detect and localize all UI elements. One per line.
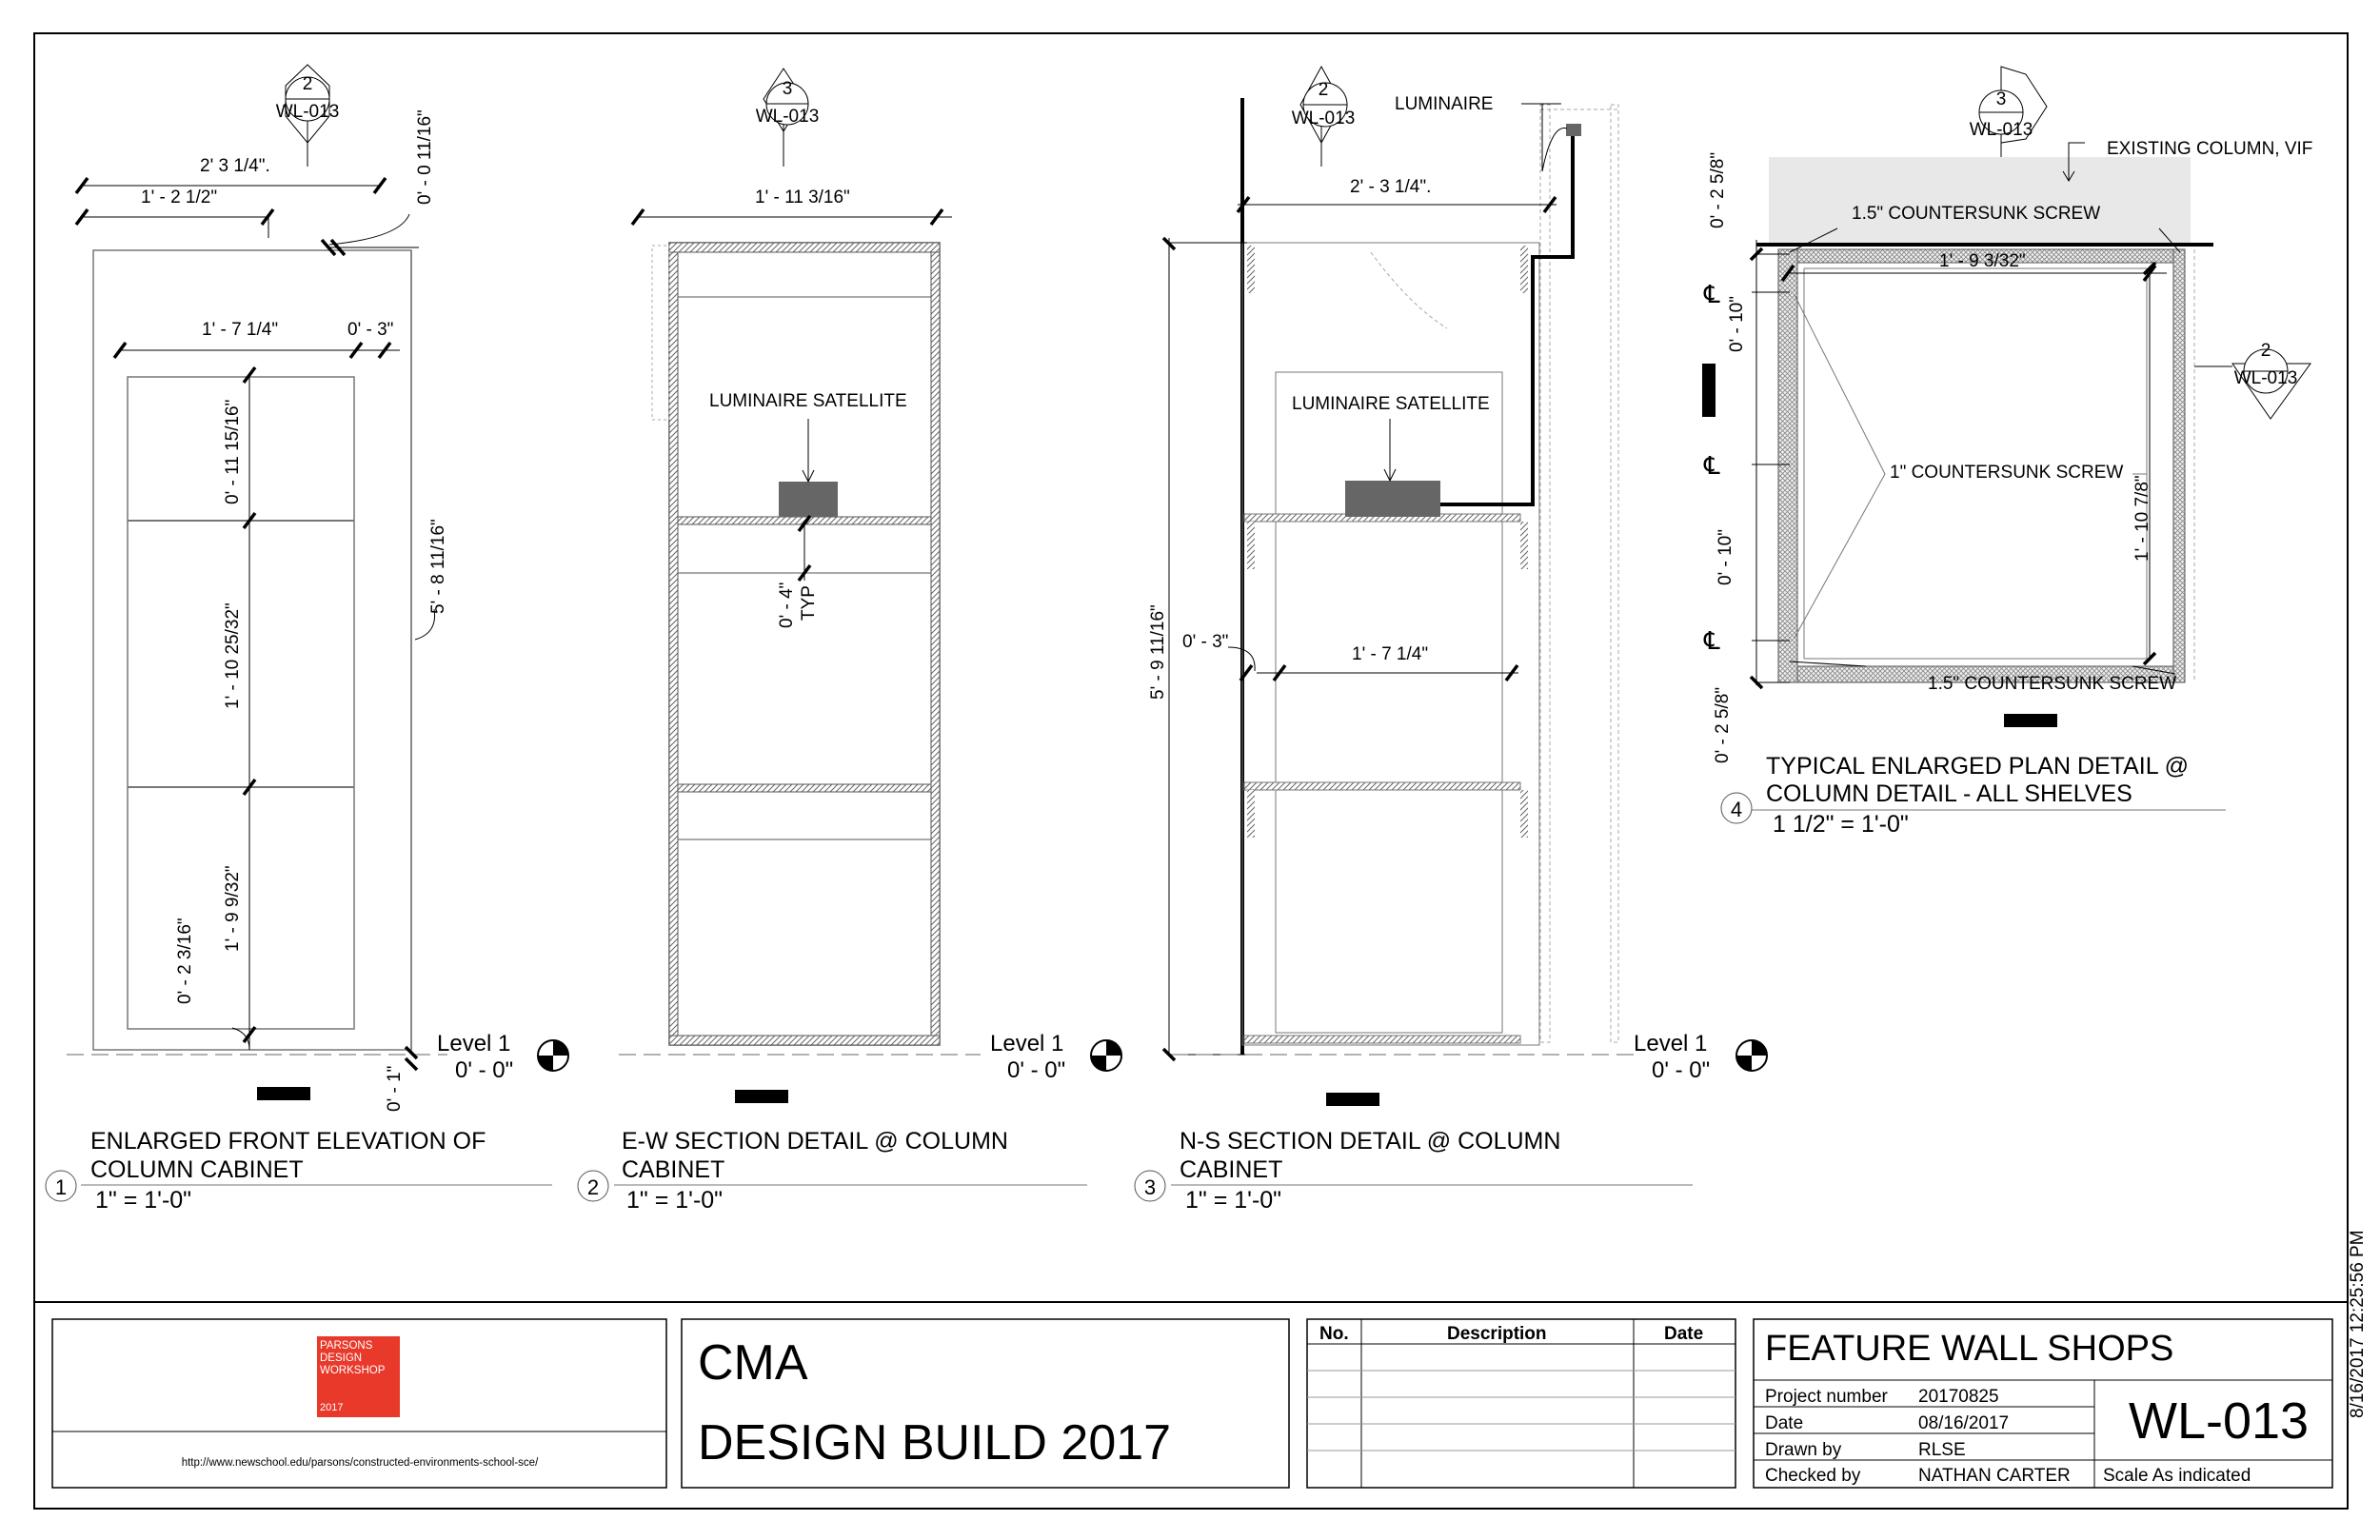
dim-v4-depth: 1' - 10 7/8" xyxy=(2132,475,2152,562)
view-1-number: 1 xyxy=(54,1175,68,1199)
level-1-name: Level 1 xyxy=(437,1031,511,1056)
centerline-symbol-3: ℄ xyxy=(1704,626,1720,655)
view-3-number: 3 xyxy=(1143,1175,1157,1199)
marker-5-sheet: WL-013 xyxy=(2233,368,2298,388)
dim-upper-shelf: 0' - 11 15/16" xyxy=(223,399,243,504)
dim-side-gap: 0' - 3" xyxy=(347,320,394,340)
logo-year: 2017 xyxy=(320,1402,344,1413)
centerline-symbol-1: ℄ xyxy=(1704,280,1720,308)
date-label: Date xyxy=(1765,1413,1804,1433)
dim-base-offset: 0' - 2 3/16" xyxy=(175,918,195,1004)
view-2-title-line2: CABINET xyxy=(622,1156,725,1183)
view-1-title-line2: COLUMN CABINET xyxy=(90,1156,304,1183)
dim-overall-height: 5' - 8 11/16" xyxy=(428,519,448,614)
luminaire-satellite-label-3: LUMINAIRE SATELLITE xyxy=(1292,394,1490,414)
screw-bottom-label: 1.5" COUNTERSUNK SCREW xyxy=(1928,674,2177,694)
revision-header-date: Date xyxy=(1664,1324,1704,1344)
level-marker-2 xyxy=(1091,1040,1121,1071)
revision-header-no: No. xyxy=(1319,1324,1349,1344)
print-timestamp: 8/16/2017 12:25:56 PM xyxy=(2348,1230,2368,1418)
marker-4-num: 3 xyxy=(1995,89,2007,109)
dim-overall-width: 2' 3 1/4". xyxy=(200,156,270,176)
drawn-by: RLSE xyxy=(1918,1440,1966,1460)
dim-lower-shelf: 1' - 9 9/32" xyxy=(223,865,243,952)
dim-v3-width: 2' - 3 1/4". xyxy=(1350,177,1432,197)
view-3-title-line1: N-S SECTION DETAIL @ COLUMN xyxy=(1180,1128,1561,1155)
dim-top-gap: 0' - 0 11/16" xyxy=(415,109,435,205)
checked-by: NATHAN CARTER xyxy=(1918,1466,2071,1486)
dim-v3-height: 5' - 9 11/16" xyxy=(1148,604,1168,700)
view-4-title-line2: COLUMN DETAIL - ALL SHELVES xyxy=(1766,780,2132,807)
level-2-elev: 0' - 0" xyxy=(1007,1057,1066,1083)
view-3-title-line2: CABINET xyxy=(1180,1156,1283,1183)
view-4-number: 4 xyxy=(1730,798,1743,821)
dim-v3-offset: 0' - 3" xyxy=(1182,632,1229,652)
screw-mid-label: 1" COUNTERSUNK SCREW xyxy=(1890,463,2124,483)
checked-by-label: Checked by xyxy=(1765,1466,1861,1486)
marker-2-num: 3 xyxy=(782,79,793,99)
view-4-title-line1: TYPICAL ENLARGED PLAN DETAIL @ xyxy=(1766,753,2190,780)
logo-line1: PARSONS xyxy=(320,1340,373,1352)
dim-v4-spacing2: 0' - 10" xyxy=(1716,529,1735,585)
dim-v2-typ: 0' - 4" xyxy=(777,582,797,628)
project-number: 20170825 xyxy=(1918,1387,1999,1407)
dim-v4-top-offset: 0' - 2 5/8" xyxy=(1708,151,1728,228)
dim-v4-width: 1' - 9 3/32" xyxy=(1939,251,2026,271)
level-marker-3 xyxy=(1736,1040,1767,1071)
logo-line3: WORKSHOP xyxy=(320,1365,386,1376)
project-name: CMA xyxy=(698,1335,808,1391)
dim-v4-bottom-offset: 0' - 2 5/8" xyxy=(1713,686,1733,763)
school-url[interactable]: http://www.newschool.edu/parsons/constructed-environments-school-sce/ xyxy=(181,1457,539,1469)
luminaire-label: LUMINAIRE xyxy=(1395,94,1494,114)
logo-line2: DESIGN xyxy=(320,1352,363,1364)
dim-inner-width: 1' - 7 1/4" xyxy=(202,320,279,340)
marker-3-sheet: WL-013 xyxy=(1291,109,1356,128)
scale-note: Scale As indicated xyxy=(2103,1466,2251,1486)
view-2-title-line1: E-W SECTION DETAIL @ COLUMN xyxy=(622,1128,1008,1155)
view-1-title-line1: ENLARGED FRONT ELEVATION OF xyxy=(90,1128,486,1155)
project-subtitle: DESIGN BUILD 2017 xyxy=(698,1415,1172,1471)
drawn-by-label: Drawn by xyxy=(1765,1440,1842,1460)
view-1-scale: 1" = 1'-0" xyxy=(95,1187,192,1214)
level-3-elev: 0' - 0" xyxy=(1652,1057,1711,1083)
view-2-scale: 1" = 1'-0" xyxy=(626,1187,724,1214)
dim-v3-inner: 1' - 7 1/4" xyxy=(1352,644,1429,664)
level-1-elev: 0' - 0" xyxy=(455,1057,514,1083)
view-1-front-elevation xyxy=(67,86,447,1100)
screw-top-label: 1.5" COUNTERSUNK SCREW xyxy=(1852,204,2101,224)
sheet-number: WL-013 xyxy=(2129,1392,2310,1450)
view-3-ns-section xyxy=(1163,91,1637,1106)
dim-v4-spacing1: 0' - 10" xyxy=(1727,296,1747,352)
marker-1-sheet: WL-013 xyxy=(275,102,340,122)
level-marker-1 xyxy=(538,1040,568,1071)
view-4-scale: 1 1/2" = 1'-0" xyxy=(1773,811,1909,838)
existing-column-label: EXISTING COLUMN, VIF xyxy=(2107,139,2313,159)
marker-5-num: 2 xyxy=(2260,341,2271,361)
revision-header-description: Description xyxy=(1447,1324,1547,1344)
view-4-plan-detail xyxy=(1702,86,2232,727)
sheet-title: FEATURE WALL SHOPS xyxy=(1765,1329,2174,1369)
level-3-name: Level 1 xyxy=(1634,1031,1708,1056)
marker-3-num: 2 xyxy=(1318,80,1329,100)
dim-mid-shelf: 1' - 10 25/32" xyxy=(223,602,243,709)
luminaire-satellite-label-2: LUMINAIRE SATELLITE xyxy=(709,391,907,411)
dim-v2-typ-label: TYP xyxy=(799,585,819,621)
dim-bottom-gap: 0' - 1" xyxy=(385,1065,405,1112)
parsons-logo xyxy=(317,1336,400,1417)
section-marker-3[interactable] xyxy=(1300,67,1347,143)
dim-left-width: 1' - 2 1/2" xyxy=(141,188,218,207)
centerline-symbol-2: ℄ xyxy=(1704,451,1720,480)
marker-2-sheet: WL-013 xyxy=(755,107,820,127)
project-number-label: Project number xyxy=(1765,1387,1888,1407)
level-2-name: Level 1 xyxy=(990,1031,1064,1056)
view-2-number: 2 xyxy=(586,1175,600,1199)
marker-1-num: 2 xyxy=(302,74,313,94)
dim-v2-width: 1' - 11 3/16" xyxy=(755,188,850,207)
marker-4-sheet: WL-013 xyxy=(1969,120,2033,140)
view-3-scale: 1" = 1'-0" xyxy=(1185,1187,1282,1214)
date-value: 08/16/2017 xyxy=(1918,1413,2010,1433)
